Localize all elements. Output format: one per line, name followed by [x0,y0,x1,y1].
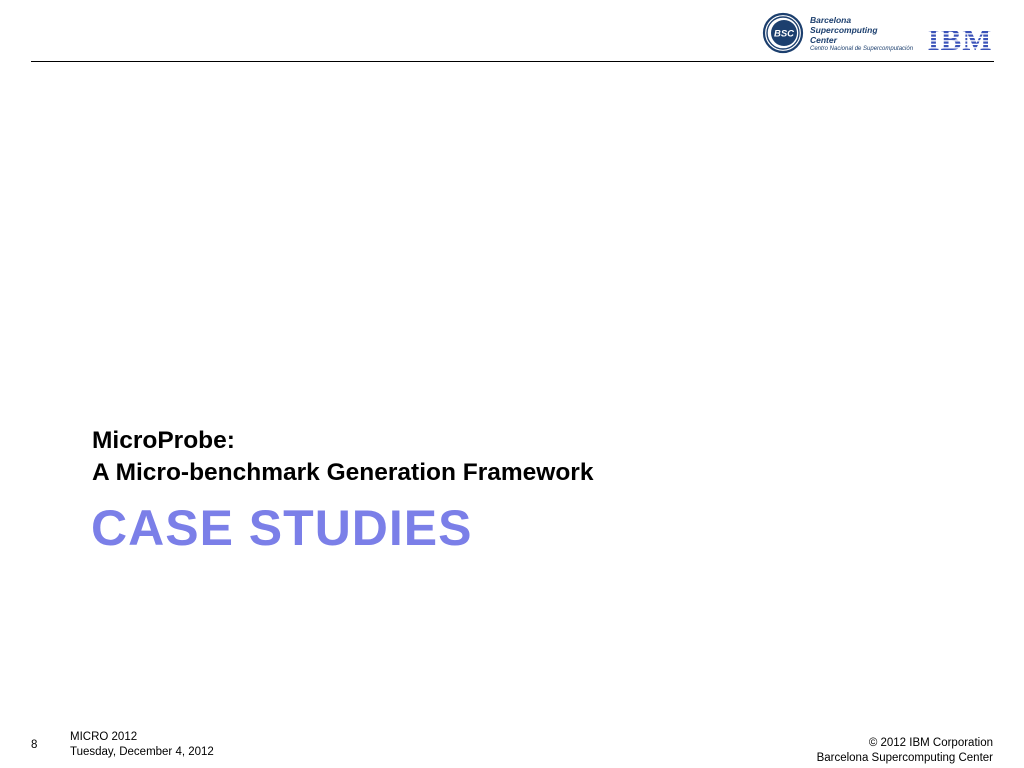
bsc-logo-text [810,15,913,54]
slide-number: 8 [31,739,38,751]
footer-date: Tuesday, December 4, 2012 [70,746,214,758]
bsc-logo-line: Center [810,35,837,45]
slide-subtitle [92,425,593,489]
ibm-logo-icon [926,24,994,52]
subtitle-line: A Micro-benchmark Generation Framework [92,459,594,486]
ibm-logo [926,24,994,57]
subtitle-line: MicroProbe: [92,427,235,454]
footer-credits [817,736,993,766]
footer-event [70,730,214,760]
bsc-logo [762,12,920,54]
footer-copyright: © 2012 IBM Corporation [868,737,993,749]
svg-text:IBM: IBM [927,24,993,52]
bsc-logo-line: Supercomputing [810,25,878,35]
footer-org: Barcelona Supercomputing Center [816,752,993,764]
bsc-logo-subline: Centro Nacional de Supercomputación [810,46,914,52]
header-divider [31,61,994,62]
svg-text:BSC: BSC [773,28,795,40]
section-title: CASE STUDIES [91,500,473,556]
bsc-logo-line: Barcelona [810,15,852,25]
footer-conference: MICRO 2012 [70,731,138,743]
bsc-emblem-icon [762,12,808,54]
